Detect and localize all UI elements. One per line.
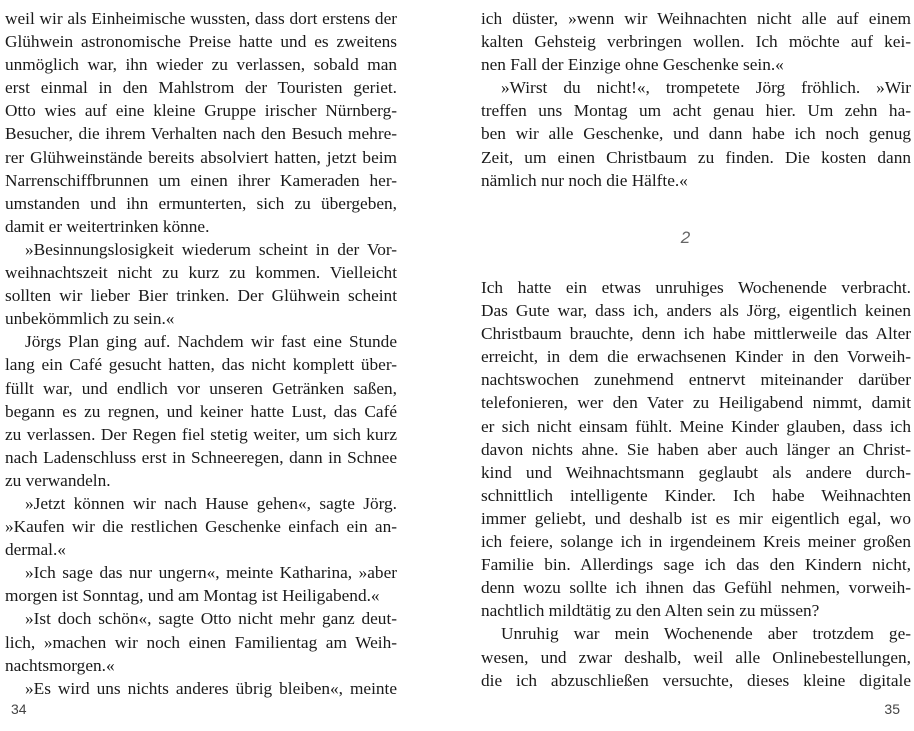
text-line: damit er weitertrinken könne. xyxy=(5,216,210,236)
text-line: weihnachtszeit nicht zu kurz zu kommen. Vielleicht xyxy=(5,263,397,283)
text-line: nachtlich mildtätig zu den Alten sein zu müssen? xyxy=(481,601,820,621)
text-line: Otto wies auf eine kleine Gruppe irischer Nürnberg- xyxy=(5,101,397,121)
text-line: begann es zu regnen, und keiner hatte Lust, das Café xyxy=(5,401,397,421)
chapter-number: 2 xyxy=(680,228,691,247)
text-line: dermal.« xyxy=(5,540,66,560)
page-number-left: 34 xyxy=(11,701,27,717)
text-line: nen Fall der Einzige ohne Geschenke sein.« xyxy=(481,55,784,75)
right-page xyxy=(457,0,914,731)
text-line: Narrenschiffbrunnen um einen ihrer Kameraden her- xyxy=(5,170,397,190)
text-line: davon nichts ahne. Sie haben aber auch länger an Christ- xyxy=(481,439,911,459)
text-line: erst einmal in den Mahlstrom der Touristen geriet. xyxy=(5,78,397,98)
text-line: immer geliebt, und deshalb ist es mir eigentlich egal, wo xyxy=(481,508,911,528)
text-line: zu verwandeln. xyxy=(5,470,111,490)
page-number-right: 35 xyxy=(884,701,900,717)
text-line: nämlich nur noch die Hälfte.« xyxy=(481,170,688,190)
text-line: kalten Gehsteig verbringen wollen. Ich möchte auf kei- xyxy=(481,32,911,52)
text-line: lang ein Café gesucht hatten, das nicht komplett über- xyxy=(5,355,397,375)
text-line: wesen, und zwar deshalb, weil alle Onlinebestellungen, xyxy=(481,647,911,667)
text-line: Besucher, die ihrem Verhalten nach den Besuch mehre- xyxy=(5,124,397,144)
text-line: »Ist doch schön«, sagte Otto nicht mehr ganz deut- xyxy=(25,609,397,629)
text-line: Zeit, um einen Christbaum zu finden. Die kosten dann xyxy=(481,147,911,167)
text-line: Ich hatte ein etwas unruhiges Wochenende verbracht. xyxy=(481,278,911,297)
right-page-text-bottom xyxy=(481,276,911,692)
text-line: »Besinnungslosigkeit wiederum scheint in der Vor- xyxy=(25,239,397,259)
text-line: weil wir als Einheimische wussten, dass dort erstens der xyxy=(5,9,397,28)
text-line: Jörgs Plan ging auf. Nachdem wir fast eine Stunde xyxy=(25,332,397,352)
text-line: Unruhig war mein Wochenende aber trotzdem ge- xyxy=(501,624,911,644)
right-page-text-top xyxy=(481,7,911,192)
text-line: ben wir alle Geschenke, und dann habe ich noch genug xyxy=(481,124,911,144)
text-line: Glühwein astronomische Preise hatte und es zweitens xyxy=(5,32,397,52)
text-line: »Es wird uns nichts anderes übrig bleiben«, meinte xyxy=(25,678,397,698)
text-line: zu verlassen. Der Regen fiel stetig weiter, um sich kurz xyxy=(5,424,397,444)
left-page-text xyxy=(5,7,397,700)
text-line: »Kaufen wir die restlichen Geschenke einfach ein an- xyxy=(5,517,397,537)
text-line: morgen ist Sonntag, und am Montag ist Heiligabend.« xyxy=(5,586,380,606)
text-line: ich feiere, solange ich in irgendeinem Kreis meiner großen xyxy=(481,532,911,552)
text-line: treffen uns Montag um acht genau hier. Um zehn ha- xyxy=(481,101,911,121)
text-line: schnittlich intelligente Kinder. Ich habe Weihnachten xyxy=(481,485,911,505)
text-line: denn wozu sollte ich ihnen das Gefühl nehmen, vorweih- xyxy=(481,578,911,598)
text-line: nach Ladenschluss erst in Schneeregen, dann in Schnee xyxy=(5,447,397,467)
text-line: die ich abzuschließen versuchte, dieses kleine digitale xyxy=(481,670,911,690)
text-line: nachtswochen zunehmend entnervt miteinander darüber xyxy=(481,370,911,390)
text-line: unmöglich war, ihn wieder zu verlassen, sobald man xyxy=(5,55,397,75)
text-line: »Wirst du nicht!«, trompetete Jörg fröhlich. »Wir xyxy=(501,78,911,98)
text-line: Christbaum brauchte, denn ich habe mittlerweile das Alter xyxy=(481,324,911,344)
text-line: kind und Weihnachtsmann geglaubt als andere durch- xyxy=(481,462,911,482)
text-line: nachtsmorgen.« xyxy=(5,655,115,675)
text-line: umstanden und ihn ermunterten, sich zu übergeben, xyxy=(5,193,397,213)
text-line: telefonieren, wer den Vater zu Heiligabend nimmt, damit xyxy=(481,393,911,413)
text-line: er sich nicht einsam fühlt. Meine Kinder glauben, dass ich xyxy=(481,416,911,436)
text-line: füllt war, und endlich vor unseren Getränken saßen, xyxy=(5,378,397,398)
text-line: sollten wir lieber Bier trinken. Der Glühwein scheint xyxy=(5,286,397,306)
text-line: rer Glühweinstände bereits absolviert hatten, jetzt beim xyxy=(5,147,397,167)
text-line: Familie bin. Allerdings sage ich das den Kindern nicht, xyxy=(481,555,911,575)
text-line: unbekömmlich zu sein.« xyxy=(5,309,175,329)
text-line: ich düster, »wenn wir Weihnachten nicht alle auf einem xyxy=(481,9,911,28)
text-line: Das Gute war, dass ich, anders als Jörg, eigentlich keinen xyxy=(481,301,911,321)
text-line: »Jetzt können wir nach Hause gehen«, sagte Jörg. xyxy=(25,493,397,513)
text-line: lich, »machen wir noch einen Familientag am Weih- xyxy=(5,632,397,652)
text-line: erreicht, in dem die erwachsenen Kinder in den Vorweih- xyxy=(481,347,911,367)
text-line: »Ich sage das nur ungern«, meinte Katharina, »aber xyxy=(25,563,397,583)
